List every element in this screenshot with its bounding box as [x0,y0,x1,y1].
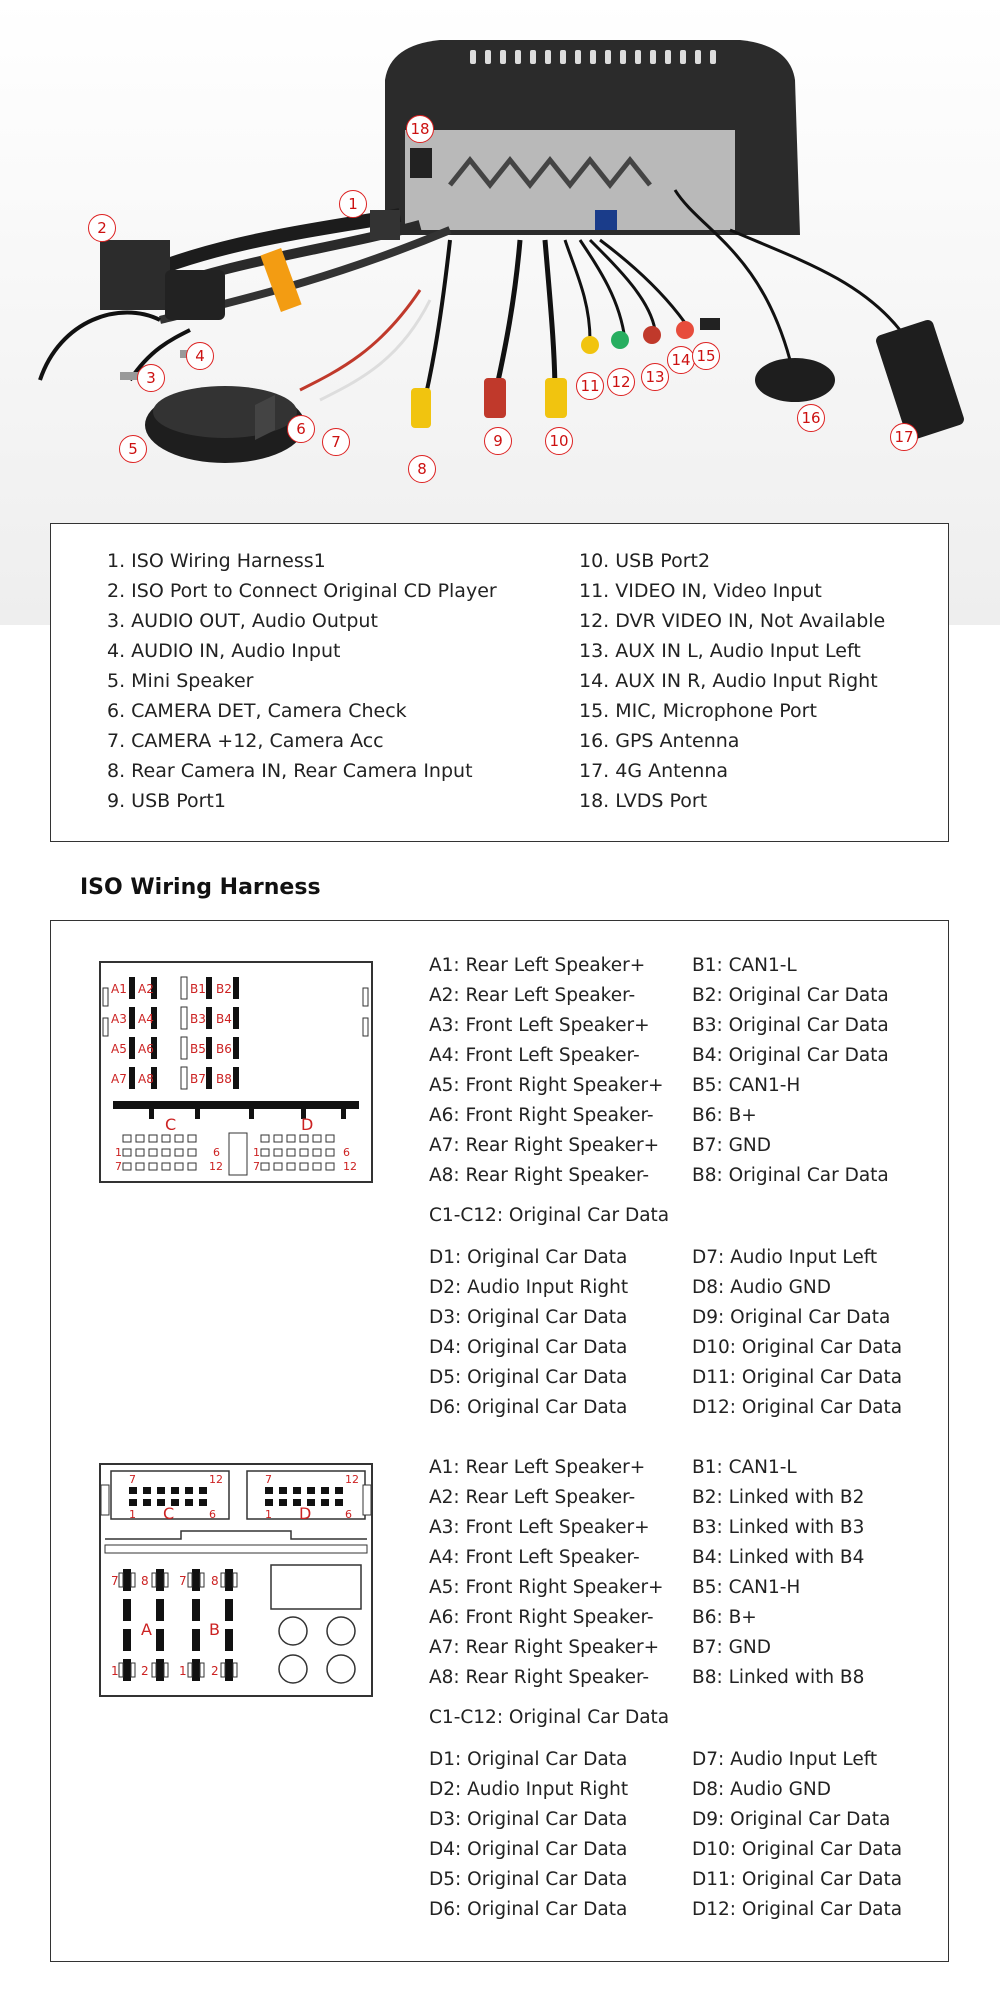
callout-15: 15 [692,342,720,370]
legend-item: 17. 4G Antenna [579,760,729,782]
pin-item: D2: Audio Input Right [429,1779,629,1800]
pin-number: 12 [209,1160,223,1173]
legend-item: 4. AUDIO IN, Audio Input [107,640,341,662]
pin-item: D9: Original Car Data [692,1809,891,1830]
callout-3: 3 [137,364,165,392]
pin-item: D7: Audio Input Left [692,1247,878,1268]
pin-item: D6: Original Car Data [429,1397,628,1418]
legend-item: 12. DVR VIDEO IN, Not Available [579,610,886,632]
connector-1-b-pins [692,951,889,1191]
pin-item: A3: Front Left Speaker+ [429,1015,650,1036]
group-label: A [141,1620,152,1639]
pin-item: B8: Original Car Data [692,1165,889,1186]
callout-4: 4 [186,342,214,370]
pin-number: 1 [253,1146,260,1159]
callout-17: 17 [890,423,918,451]
pin-number: 1 [111,1664,119,1678]
pin-item: B1: CAN1-L [692,955,797,976]
legend-item: 16. GPS Antenna [579,730,740,752]
connector-2-b-pins [692,1453,864,1693]
legend-item: 2. ISO Port to Connect Original CD Player [107,580,497,602]
pin-item: A8: Rear Right Speaker- [429,1667,650,1688]
pin-label: B5 [190,1042,206,1056]
callout-16: 16 [797,404,825,432]
callout-2: 2 [88,214,116,242]
pin-item: D11: Original Car Data [692,1367,903,1388]
pin-item: D10: Original Car Data [692,1337,903,1358]
pin-label: B1 [190,982,206,996]
pin-item: D11: Original Car Data [692,1869,903,1890]
connector-2-a-pins [429,1453,664,1693]
pin-label: A1 [111,982,127,996]
pin-item: B1: CAN1-L [692,1457,797,1478]
callout-14: 14 [667,346,695,374]
connector-1-d-pins-right [692,1243,902,1423]
connector-2-d-pins-left [429,1745,628,1925]
legend-item: 13. AUX IN L, Audio Input Left [579,640,861,662]
pin-label: A7 [111,1072,127,1086]
pin-item: B7: GND [692,1637,771,1658]
legend-item: 10. USB Port2 [579,550,711,572]
pin-item: A8: Rear Right Speaker- [429,1165,650,1186]
pin-number: 2 [141,1664,149,1678]
connector-2-d-pins-right [692,1745,902,1925]
legend-item: 3. AUDIO OUT, Audio Output [107,610,378,632]
pin-item: D9: Original Car Data [692,1307,891,1328]
legend-item: 8. Rear Camera IN, Rear Camera Input [107,760,473,782]
pin-label: B6 [216,1042,232,1056]
pin-item: D2: Audio Input Right [429,1277,629,1298]
callout-1: 1 [339,190,367,218]
group-label: C [163,1504,175,1523]
pin-item: D8: Audio GND [692,1277,832,1298]
legend-right-column [579,546,885,816]
pin-number: 8 [211,1574,219,1588]
pin-item: A7: Rear Right Speaker+ [429,1135,660,1156]
pin-item: B5: CAN1-H [692,1075,801,1096]
pin-item: A1: Rear Left Speaker+ [429,1457,646,1478]
component-legend-box [50,523,949,842]
4g-antenna-shape [874,318,965,441]
pin-item: D3: Original Car Data [429,1307,628,1328]
pin-item: D7: Audio Input Left [692,1749,878,1770]
pin-item: B2: Original Car Data [692,985,889,1006]
callout-10: 10 [545,427,573,455]
pin-number: 7 [265,1473,272,1486]
pin-item: D1: Original Car Data [429,1749,628,1770]
legend-item: 9. USB Port1 [107,790,226,812]
callout-7: 7 [322,428,350,456]
pin-item: D12: Original Car Data [692,1397,903,1418]
pin-number: 7 [129,1473,136,1486]
connector-1-d-pins-left [429,1243,628,1423]
pin-item: D10: Original Car Data [692,1839,903,1860]
group-label: D [299,1504,312,1523]
callout-5: 5 [119,435,147,463]
legend-item: 1. ISO Wiring Harness1 [107,550,326,572]
pin-item: B6: B+ [692,1105,757,1126]
pin-item: B8: Linked with B8 [692,1667,865,1688]
connector-1-diagram [99,961,373,1183]
pin-item: B2: Linked with B2 [692,1487,865,1508]
pin-label: A3 [111,1012,127,1026]
pin-item: A4: Front Left Speaker- [429,1045,640,1066]
pin-item: B6: B+ [692,1607,757,1628]
connector-1-a-pins [429,951,664,1191]
legend-item: 14. AUX IN R, Audio Input Right [579,670,878,692]
pin-item: D12: Original Car Data [692,1899,903,1920]
pin-label: B7 [190,1072,206,1086]
pin-number: 7 [179,1574,187,1588]
connector-2-c-pins: C1-C12: Original Car Data [429,1707,670,1728]
callout-6: 6 [287,415,315,443]
pin-item: A6: Front Right Speaker- [429,1105,654,1126]
pin-item: D5: Original Car Data [429,1367,628,1388]
pin-item: D4: Original Car Data [429,1839,628,1860]
pin-item: B3: Linked with B3 [692,1517,865,1538]
legend-item: 7. CAMERA +12, Camera Acc [107,730,384,752]
pin-label: B8 [216,1072,232,1086]
pin-item: B4: Original Car Data [692,1045,889,1066]
pin-number: 7 [115,1160,122,1173]
pin-number: 6 [213,1146,220,1159]
group-label: D [301,1115,314,1134]
pin-label: A6 [138,1042,154,1056]
callout-9: 9 [484,427,512,455]
pin-label: B3 [190,1012,206,1026]
pin-item: A5: Front Right Speaker+ [429,1075,664,1096]
pin-item: D5: Original Car Data [429,1869,628,1890]
legend-item: 5. Mini Speaker [107,670,254,692]
pin-item: D6: Original Car Data [429,1899,628,1920]
pin-item: A2: Rear Left Speaker- [429,985,636,1006]
pin-item: D8: Audio GND [692,1779,832,1800]
callout-8: 8 [408,455,436,483]
pin-number: 8 [141,1574,149,1588]
pin-number: 12 [345,1473,359,1486]
pin-number: 7 [253,1160,260,1173]
group-label: C [165,1115,177,1134]
pin-label: A4 [138,1012,154,1026]
pin-number: 1 [115,1146,122,1159]
pin-item: D1: Original Car Data [429,1247,628,1268]
pin-item: A5: Front Right Speaker+ [429,1577,664,1598]
gps-antenna-shape [755,358,835,402]
pin-item: B3: Original Car Data [692,1015,889,1036]
pin-label: B2 [216,982,232,996]
pin-item: A7: Rear Right Speaker+ [429,1637,660,1658]
section-title: ISO Wiring Harness [80,875,321,900]
callout-12: 12 [607,368,635,396]
pin-label: A2 [138,982,154,996]
pin-number: 6 [343,1146,350,1159]
pin-number: 2 [211,1664,219,1678]
pin-label: B4 [216,1012,232,1026]
iso-connector-shape [100,240,170,310]
pin-label: A8 [138,1072,154,1086]
pin-item: A3: Front Left Speaker+ [429,1517,650,1538]
iso-wiring-box [50,920,949,1962]
callout-11: 11 [576,372,604,400]
pin-number: 1 [129,1508,136,1521]
connector-1-c-pins: C1-C12: Original Car Data [429,1205,670,1226]
callout-18: 18 [406,115,434,143]
pin-item: A4: Front Left Speaker- [429,1547,640,1568]
group-label: B [209,1620,220,1639]
pin-item: D3: Original Car Data [429,1809,628,1830]
legend-item: 6. CAMERA DET, Camera Check [107,700,407,722]
pin-item: B7: GND [692,1135,771,1156]
legend-item: 11. VIDEO IN, Video Input [579,580,822,602]
pin-item: A2: Rear Left Speaker- [429,1487,636,1508]
pin-number: 1 [179,1664,187,1678]
pin-number: 12 [209,1473,223,1486]
pin-number: 6 [345,1508,352,1521]
pin-number: 1 [265,1508,272,1521]
pin-number: 6 [209,1508,216,1521]
callout-13: 13 [641,363,669,391]
legend-item: 18. LVDS Port [579,790,708,812]
pin-item: A6: Front Right Speaker- [429,1607,654,1628]
pin-number: 7 [111,1574,119,1588]
legend-left-column [107,546,497,816]
pin-number: 12 [343,1160,357,1173]
legend-item: 15. MIC, Microphone Port [579,700,817,722]
connector-2-diagram [99,1463,373,1697]
pin-item: B5: CAN1-H [692,1577,801,1598]
pin-item: A1: Rear Left Speaker+ [429,955,646,976]
pin-item: D4: Original Car Data [429,1337,628,1358]
pin-item: B4: Linked with B4 [692,1547,865,1568]
pin-label: A5 [111,1042,127,1056]
